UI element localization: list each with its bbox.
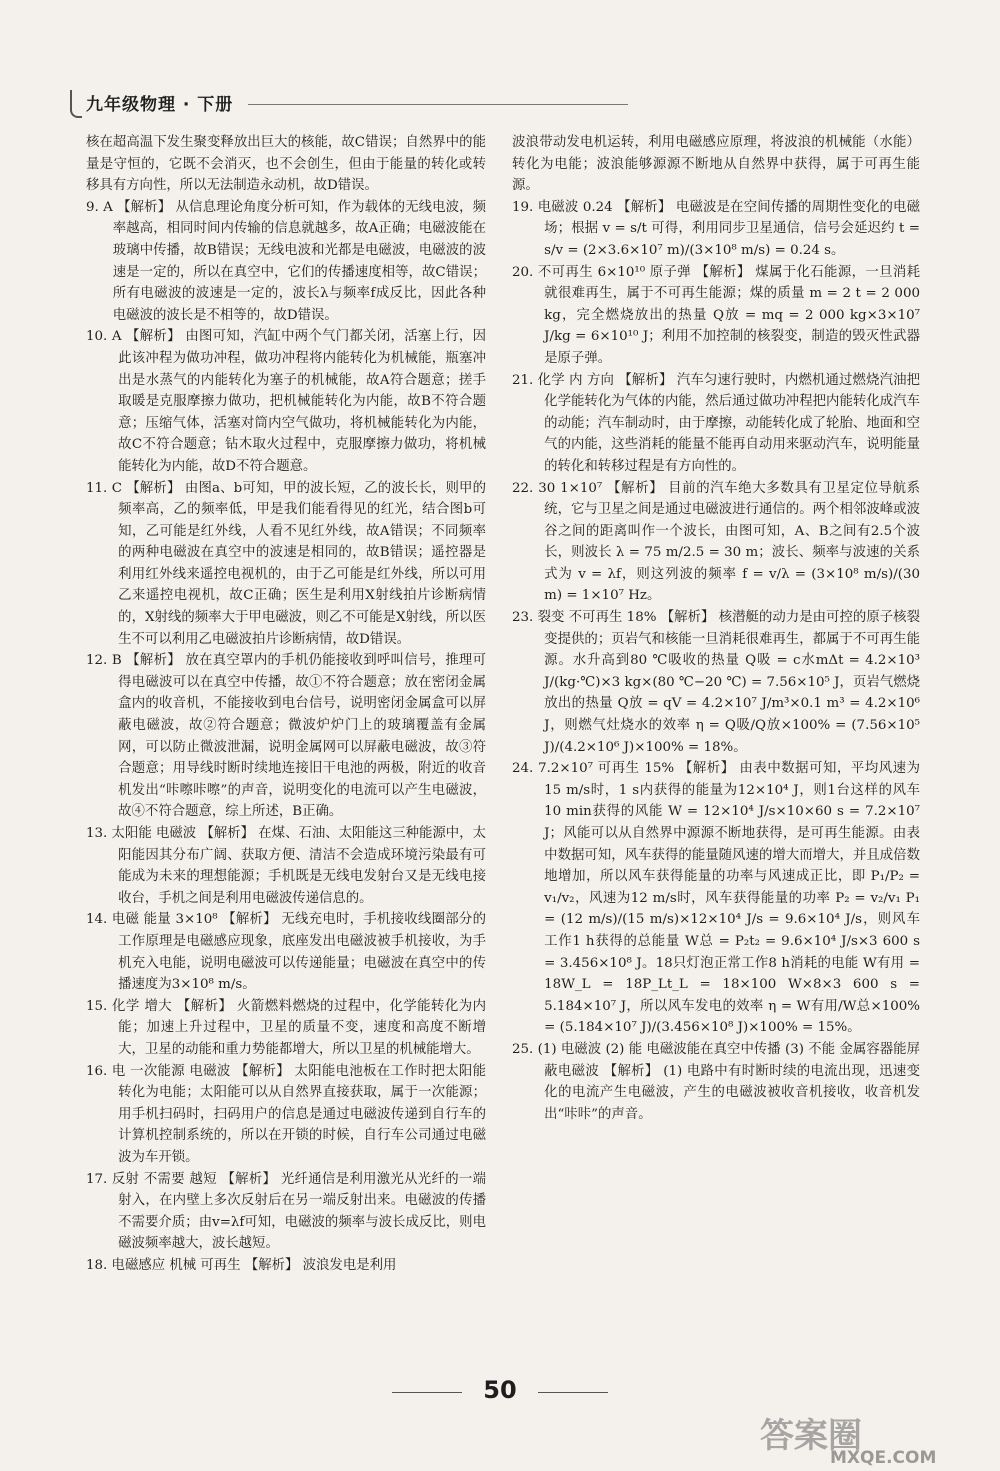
header-bracket <box>70 90 82 118</box>
answer-19: 19. 电磁波 0.24 【解析】 电磁波是在空间传播的周期性变化的电磁场；根据 v = s/t 可得，利用同步卫星通信，信号会延迟约 t = s/v = (2×3.6×10⁷ m)/(3×10⁸ m/s) = 0.24 s。 <box>512 199 920 258</box>
page-footer <box>0 1374 1000 1410</box>
answer-8-cont: 核在超高温下发生聚变释放出巨大的核能，故C错误；自然界中的能量是守恒的，它既不会消灭，也不会创生，但由于能量的转化或转移具有方向性，所以无法制造永动机，故D错误。 <box>86 135 486 194</box>
answer-21: 21. 化学 内 方向 【解析】 汽车匀速行驶时，内燃机通过燃烧汽油把化学能转化为气体的内能，然后通过做功冲程把内能转化成汽车的动能；汽车制动时，由于摩擦，动能转化成了轮胎、地面和空气的内能，这些消耗的能量不能再自动用来驱动汽车，说明能量的转化和转移过程是有方向性的。 <box>512 372 920 474</box>
answer-22: 22. 30 1×10⁷ 【解析】 目前的汽车绝大多数具有卫星定位导航系统，它与卫星之间是通过电磁波进行通信的。两个相邻波峰或波谷之间的距离叫作一个波长，由图可知，A、B之间有2.5个波长，则波长 λ = 75 m/2.5 = 30 m；波长、频率与波速的关系式为 v = λf，则这列波的频率 f = v/λ = (3×10⁸ m/s)/(30 m) = 1×10⁷ Hz。 <box>512 480 920 604</box>
answer-18-cont: 波浪带动发电机运转，利用电磁感应原理，将波浪的机械能（水能）转化为电能；波浪能够源源不断地从自然界中获得，属于可再生能源。 <box>512 135 920 194</box>
footer-rule-right <box>538 1392 608 1393</box>
answer-17: 17. 反射 不需要 越短 【解析】 光纤通信是利用激光从光纤的一端射入，在内壁上多次反射后在另一端反射出来。电磁波的传播不需要介质；由v=λf可知，电磁波的频率与波长成反比，则电磁波频率越大，波长越短。 <box>86 1171 486 1252</box>
answer-9: 9. A 【解析】 从信息理论角度分析可知，作为载体的无线电波，频率越高，相同时间内传输的信息就越多，故A正确；电磁波能在玻璃中传播，故B错误；无线电波和光都是电磁波，电磁波的波速是一定的，所以在真空中，它们的传播速度相等，故C错误；所有电磁波的波速是一定的，波长λ与频率f成反比，因此各种电磁波的波长是不相等的，故D错误。 <box>86 199 486 323</box>
watermark-stamp <box>760 1408 970 1468</box>
page-header <box>70 88 630 118</box>
left-column <box>86 132 486 1276</box>
answer-24: 24. 7.2×10⁷ 可再生 15% 【解析】 由表中数据可知，平均风速为15 m/s时，1 s内获得的能量为12×10⁴ J，则1台这样的风车10 min获得的风能 W = 12×10⁴ J/s×10×60 s = 7.2×10⁷ J；风能可以从自然界中源源不断地获得，是可再生能源。由表中数据可知，风车获得的能量随风速的增大而增大，并且成倍数地增加，所以风车获得能量的功率与风速成正比，即 P₁/P₂ = v₁/v₂，风速为12 m/s时，风车获得能量的功率 P₂ = v₂/v₁ P₁ = (12 m/s)/(15 m/s)×12×10⁴ J/s = 9.6×10⁴ J/s，则风车工作1 h获得的总能量 W总 = P₂t₂ = 9.6×10⁴ J/s×3 600 s = 3.456×10⁸ J。18只灯泡正常工作8 h消耗的电能 W有用 = 18W_L = 18P_Lt_L = 18×100 W×8×3 600 s = 5.184×10⁷ J，所以风车发电的效率 η = W有用/W总×100% = (5.184×10⁷ J)/(3.456×10⁸ J)×100% = 15%。 <box>512 761 920 1036</box>
right-column <box>512 132 920 1125</box>
answer-16: 16. 电 一次能源 电磁波 【解析】 太阳能电池板在工作时把太阳能转化为电能；太阳能可以从自然界直接获取，属于一次能源；用手机扫码时，扫码用户的信息是通过电磁波传递到自行车的计算机控制系统的，所以在开锁的时候，自行车公司通过电磁波为车开锁。 <box>86 1063 486 1165</box>
answer-12: 12. B 【解析】 放在真空罩内的手机仍能接收到呼叫信号，推理可得电磁波可以在真空中传播，故①不符合题意；放在密闭金属盒内的收音机，不能接收到电台信号，说明密闭金属盒可以屏蔽电磁波，故②符合题意；微波炉炉门上的玻璃覆盖有金属网，可以防止微波泄漏，说明金属网可以屏蔽电磁波，故③符合题意；用导线时断时续地连接旧干电池的两极，附近的收音机发出“咔嚓咔嚓”的声音，说明变化的电流可以产生电磁波，故④不符合题意，综上所述，B正确。 <box>86 653 486 820</box>
footer-rule-left <box>392 1392 462 1393</box>
watermark-site: MXQE.COM <box>830 1448 937 1468</box>
answer-10: 10. A 【解析】 由图可知，汽缸中两个气门都关闭，活塞上行，因此该冲程为做功冲程，做功冲程将内能转化为机械能，瓶塞冲出是水蒸气的内能转化为塞子的机械能，故A符合题意；搓手取暖是克服摩擦力做功，把机械能转化为内能，故B不符合题意；压缩气体，活塞对筒内空气做功，将机械能转化为内能，故C不符合题意；钻木取火过程中，克服摩擦力做功，将机械能转化为内能，故D不符合题意。 <box>86 329 486 474</box>
answer-13: 13. 太阳能 电磁波 【解析】 在煤、石油、太阳能这三种能源中，太阳能因其分布广阔、获取方便、清洁不会造成环境污染最有可能成为未来的理想能源；手机既是无线电发射台又是无线电接收台，手机之间是利用电磁波传递信息的。 <box>86 826 486 906</box>
answer-14: 14. 电磁 能量 3×10⁸ 【解析】 无线充电时，手机接收线圈部分的工作原理是电磁感应现象，底座发出电磁波被手机接收，为手机充入电能，说明电磁波可以传递能量；电磁波在真空中的传播速度为3×10⁸ m/s。 <box>86 912 486 993</box>
answer-15: 15. 化学 增大 【解析】 火箭燃料燃烧的过程中，化学能转化为内能；加速上升过程中，卫星的质量不变，速度和高度不断增大，卫星的动能和重力势能都增大，所以卫星的机械能增大。 <box>86 998 486 1057</box>
answer-25: 25. (1) 电磁波 (2) 能 电磁波能在真空中传播 (3) 不能 金属容器能屏蔽电磁波 【解析】 (1) 电路中有时断时续的电流出现，迅速变化的电流产生电磁波，产生的电磁波被收音机接收，收音机发出“咔咔”的声音。 <box>512 1041 920 1122</box>
page-title: 九年级物理 · 下册 <box>86 95 234 115</box>
header-rule <box>248 104 628 105</box>
answer-23: 23. 裂变 不可再生 18% 【解析】 核潜艇的动力是由可控的原子核裂变提供的；页岩气和核能一旦消耗很难再生，都属于不可再生能源。水升高到80 ℃吸收的热量 Q吸 = c水mΔt = 4.2×10³ J/(kg·℃)×3 kg×(80 ℃−20 ℃) = 7.56×10⁵ J，页岩气燃烧放出的热量 Q放 = qV = 4.2×10⁷ J/m³×0.1 m³ = 4.2×10⁶ J，则燃气灶烧水的效率 η = Q吸/Q放×100% = (7.56×10⁵ J)/(4.2×10⁶ J)×100% = 18%。 <box>512 610 920 755</box>
answer-11: 11. C 【解析】 由图a、b可知，甲的波长短，乙的波长长，则甲的频率高，乙的频率低，甲是我们能看得见的红光，结合图b可知，乙可能是红外线，人看不见红外线，故A错误；不同频率的两种电磁波在真空中的波速是相同的，故B错误；遥控器是利用红外线来遥控电视机的，由于乙可能是红外线，所以可用乙来遥控电视机，故C正确；医生是利用X射线拍片诊断病情的，X射线的频率大于甲电磁波，则乙不可能是X射线，所以医生不可以利用乙电磁波拍片诊断病情，故D错误。 <box>86 480 486 647</box>
answer-20: 20. 不可再生 6×10¹⁰ 原子弹 【解析】 煤属于化石能源，一旦消耗就很难再生，属于不可再生能源；煤的质量 m = 2 t = 2 000 kg，完全燃烧放出的热量 Q放 = mq = 2 000 kg×3×10⁷ J/kg = 6×10¹⁰ J；利用不加控制的核裂变，制造的毁灭性武器是原子弹。 <box>512 264 920 366</box>
answer-18: 18. 电磁感应 机械 可再生 【解析】 波浪发电是利用 <box>86 1257 397 1273</box>
page-number: 50 <box>483 1376 517 1404</box>
watermark-logo: 答案圈 <box>760 1416 862 1456</box>
